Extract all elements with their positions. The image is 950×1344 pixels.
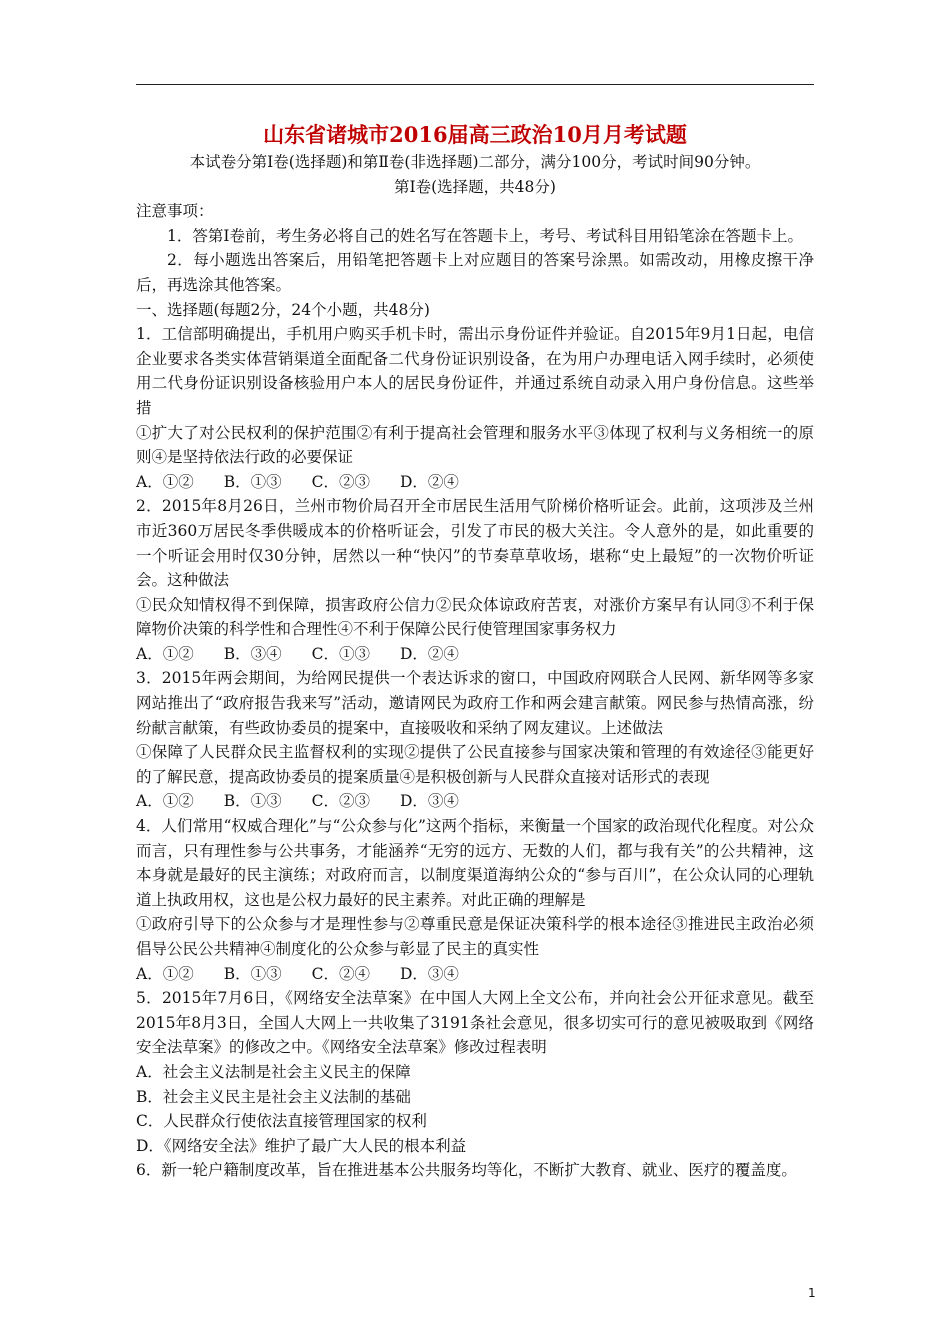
question-statements: ①扩大了对公民权利的保护范围②有利于提高社会管理和服务水平③体现了权利与义务相统一的原则④是坚持依法行政的必要保证 <box>136 423 814 467</box>
question-stem: 1．工信部明确提出，手机用户购买手机卡时，需出示身份证件并验证。自2015年9月1日起，电信企业要求各类实体营销渠道全面配备二代身份证识别设备，在为用户办理电话入网手续时，必须使用二代身份证识别设备核验用户本人的居民身份证件，并通过系统自动录入用户身份信息。这些举措 <box>136 325 814 417</box>
option-a: A．①② <box>136 964 194 983</box>
exam-intro: 本试卷分第Ⅰ卷(选择题)和第Ⅱ卷(非选择题)二部分，满分100分，考试时间90分钟。 <box>189 153 761 171</box>
header-rule <box>136 84 814 85</box>
question-stem: 6．新一轮户籍制度改革，旨在推进基本公共服务均等化，不断扩大教育、就业、医疗的覆盖度。 <box>136 1161 797 1180</box>
option-b: B．①③ <box>223 964 282 983</box>
option-d: D．②④ <box>399 472 459 491</box>
option-d: D．③④ <box>399 792 459 811</box>
question-statements: ①民众知情权得不到保障，损害政府公信力②民众体谅政府苦衷，对涨价方案早有认同③不利于保障物价决策的科学性和合理性④不利于保障公民行使管理国家事务权力 <box>136 595 814 639</box>
option-b: B．③④ <box>223 644 282 663</box>
option-c: C．②③ <box>311 472 370 491</box>
section-heading: 一、选择题(每题2分，24个小题，共48分) <box>136 300 430 319</box>
option-a: A．①② <box>136 792 194 811</box>
notice-item: 2．每小题选出答案后，用铅笔把答题卡上对应题目的答案号涂黑。如需改动，用橡皮擦干净后，再选涂其他答案。 <box>136 251 814 294</box>
option-c: C．②③ <box>311 792 370 811</box>
option-a: A．①② <box>136 644 194 663</box>
exam-page <box>136 120 814 1183</box>
part1-title: 第Ⅰ卷(选择题，共48分) <box>394 177 556 196</box>
question-options <box>136 642 814 667</box>
question-options <box>136 789 814 814</box>
option-d: D．②④ <box>399 644 459 663</box>
option-d: D．③④ <box>399 964 459 983</box>
question-statements: ①政府引导下的公众参与才是理性参与②尊重民意是保证决策科学的根本途径③推进民主政治必须倡导公民公共精神④制度化的公众参与彰显了民主的真实性 <box>136 915 814 958</box>
page-title: 山东省诸城市2016届高三政治10月月考试题 <box>263 122 687 147</box>
option-c: C．②④ <box>311 964 370 983</box>
page-number: 1 <box>808 1286 816 1300</box>
choice-c: C．人民群众行使依法直接管理国家的权利 <box>136 1112 427 1131</box>
question-stem: 2．2015年8月26日，兰州市物价局召开全市居民生活用气阶梯价格听证会。此前，这项涉及兰州市近360万居民冬季供暖成本的价格听证会，引发了市民的极大关注。令人意外的是，如此重要的一个听证会用时仅30分钟，居然以一种“快闪”的节奏草草收场，堪称“史上最短”的一次物价听证会。这种做法 <box>136 497 814 590</box>
option-b: B．①③ <box>223 792 282 811</box>
option-b: B．①③ <box>223 472 282 491</box>
option-a: A．①② <box>136 472 194 491</box>
choice-a: A．社会主义法制是社会主义民主的保障 <box>136 1062 411 1081</box>
question-stem: 3．2015年两会期间，为给网民提供一个表达诉求的窗口，中国政府网联合人民网、新华网等多家网站推出了“政府报告我来写”活动，邀请网民为政府工作和两会建言献策。网民参与热情高涨，纷纷献言献策，有些政协委员的提案中，直接吸收和采纳了网友建议。上述做法 <box>136 669 814 737</box>
question-statements: ①保障了人民群众民主监督权利的实现②提供了公民直接参与国家决策和管理的有效途径③能更好的了解民意，提高政协委员的提案质量④是积极创新与人民群众直接对话形式的表现 <box>136 743 814 786</box>
choice-b: B．社会主义民主是社会主义法制的基础 <box>136 1087 411 1106</box>
question-stem: 5．2015年7月6日，《网络安全法草案》在中国人大网上全文公布，并向社会公开征求意见。截至2015年8月3日，全国人大网上一共收集了3191条社会意见，很多切实可行的意见被吸取到《网络安全法草案》的修改之中。《网络安全法草案》修改过程表明 <box>136 989 814 1057</box>
choice-d: D．《网络安全法》维护了最广大人民的根本利益 <box>136 1136 467 1155</box>
question-options <box>136 470 814 495</box>
question-options <box>136 962 814 987</box>
notice-item: 1．答第Ⅰ卷前，考生务必将自己的姓名写在答题卡上，考号、考试科目用铅笔涂在答题卡上。 <box>167 226 803 245</box>
question-stem: 4．人们常用“权威合理化”与“公众参与化”这两个指标，来衡量一个国家的政治现代化程度。对公众而言，只有理性参与公共事务，才能涵养“无穷的远方、无数的人们，都与我有关”的公共精神，这本身就是最好的民主演练；对政府而言，以制度渠道海纳公众的“参与百川”，在公众认同的心理轨道上执政用权，这也是公权力最好的民主素养。对此正确的理解是 <box>136 817 814 909</box>
option-c: C．①③ <box>311 644 370 663</box>
notice-heading: 注意事项： <box>136 202 214 221</box>
